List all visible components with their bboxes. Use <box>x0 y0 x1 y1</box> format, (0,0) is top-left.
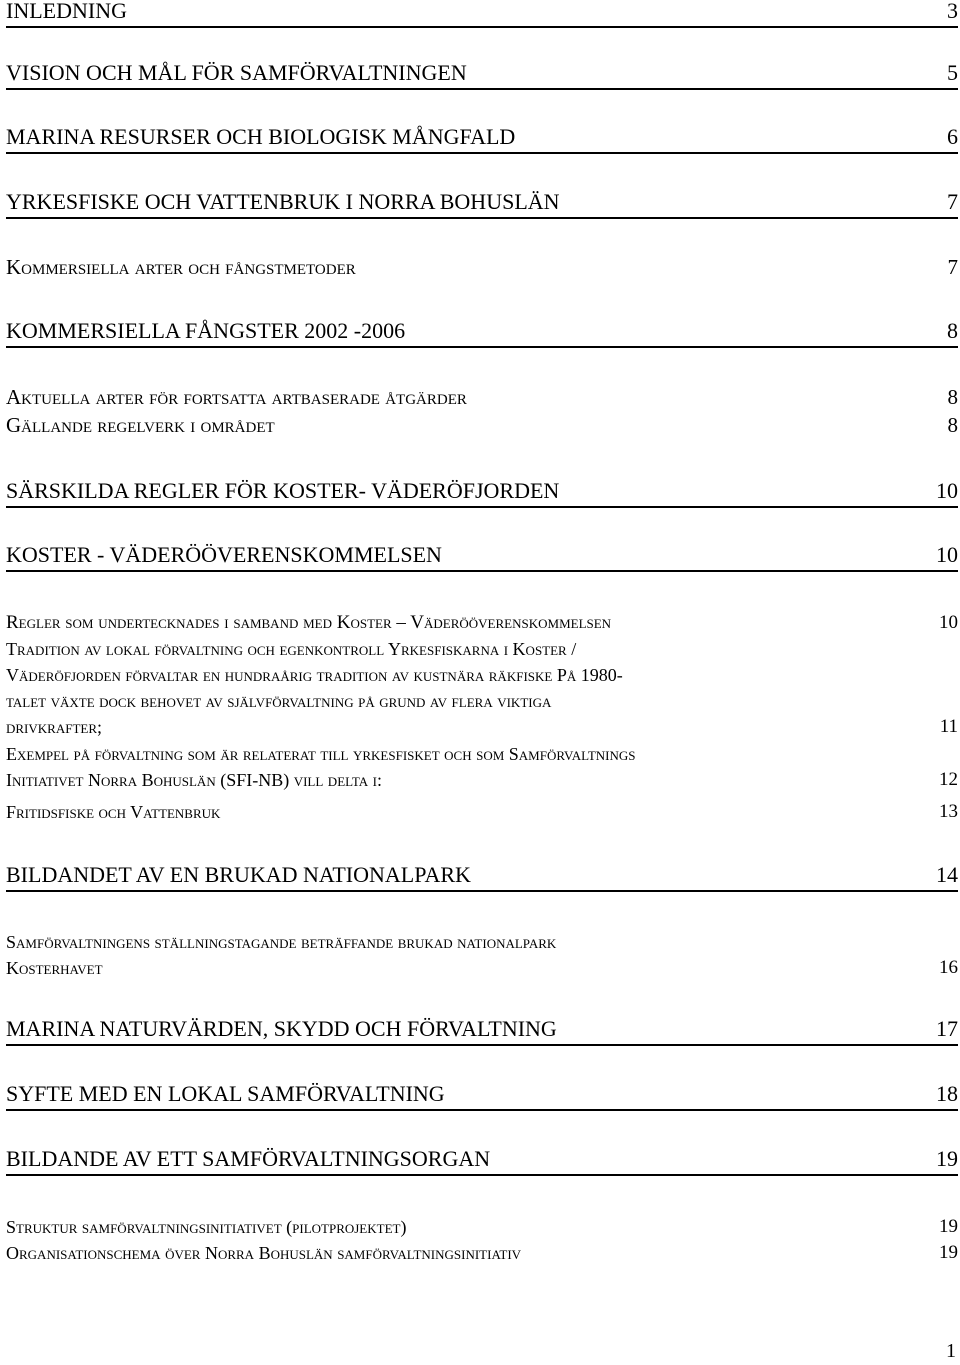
toc-entry-title: SÄRSKILDA REGLER FÖR KOSTER- VÄDERÖFJORDEN <box>6 478 560 503</box>
toc-entry-line: Tradition av lokal förvaltning och egenkontroll Yrkesfiskarna i Koster / <box>6 639 577 659</box>
toc-entry-multiline[interactable] <box>6 929 958 981</box>
toc-entry-line: Väderöfjorden förvaltar en hundraårig tradition av kustnära räkfiske På 1980- <box>6 665 623 685</box>
toc-entry-title: MARINA NATURVÄRDEN, SKYDD OCH FÖRVALTNING <box>6 1016 557 1041</box>
toc-entry[interactable] <box>6 256 958 282</box>
toc-entry-page: 8 <box>947 318 958 343</box>
toc-entry-line-text: Fritidsfiske och Vattenbruk <box>6 802 221 822</box>
toc-entry[interactable] <box>6 386 958 412</box>
toc-entry-page: 16 <box>939 957 958 978</box>
toc-entry-line-text: Struktur samförvaltningsinitiativet (pilotprojektet) <box>6 1217 407 1237</box>
toc-entry-page: 8 <box>947 385 958 409</box>
toc-entry-title: YRKESFISKE OCH VATTENBRUK I NORRA BOHUSLÄN <box>6 189 560 214</box>
toc-entry[interactable] <box>6 126 958 154</box>
toc-entry-title: KOMMERSIELLA FÅNGSTER 2002 -2006 <box>6 318 406 343</box>
toc-entry-line-last <box>6 1214 958 1240</box>
toc-entry[interactable] <box>6 0 958 28</box>
toc-entry-page: 11 <box>939 716 958 737</box>
toc-entry-page: 19 <box>939 1216 958 1237</box>
toc-entry-line-last <box>6 1240 958 1266</box>
toc-entry-page: 5 <box>947 60 958 85</box>
toc-entry[interactable] <box>6 544 958 572</box>
page-number: 1 <box>946 1340 956 1362</box>
toc-entry[interactable] <box>6 1018 958 1046</box>
toc-entry[interactable] <box>6 1083 958 1111</box>
toc-entry-title: Aktuella arter för fortsatta artbaserade åtgärder <box>6 385 467 409</box>
toc-entry-line-last <box>6 767 958 793</box>
toc-entry-line-text: Initiativet Norra Bohuslän (SFI-NB) vill delta i: <box>6 770 383 790</box>
toc-entry-title: Regler som undertecknades i samband med Koster – Väderööverenskommelsen <box>6 612 612 633</box>
toc-entry[interactable] <box>6 610 958 636</box>
toc-entry-page: 19 <box>936 1146 958 1171</box>
toc-entry-title: MARINA RESURSER OCH BIOLOGISK MÅNGFALD <box>6 124 516 149</box>
toc-entry[interactable] <box>6 480 958 508</box>
toc-entry-page: 17 <box>936 1016 958 1041</box>
toc-entry-page: 13 <box>939 801 958 822</box>
toc-entry-page: 6 <box>947 124 958 149</box>
toc-entry-title: BILDANDE AV ETT SAMFÖRVALTNINGSORGAN <box>6 1146 491 1171</box>
toc-entry[interactable] <box>6 191 958 219</box>
toc-entry-line-last <box>6 799 958 825</box>
toc-entry-page: 3 <box>947 0 958 23</box>
toc-entry-page: 8 <box>947 413 958 437</box>
toc-entry-line-text: Organisationschema över Norra Bohuslän samförvaltningsinitiativ <box>6 1243 522 1263</box>
toc-entry-line-last <box>6 714 958 740</box>
toc-entry-page: 12 <box>939 769 958 790</box>
toc-entry-multiline[interactable] <box>6 1214 958 1266</box>
toc-entry-line-text: Kosterhavet <box>6 958 103 978</box>
toc-entry-page: 10 <box>936 478 958 503</box>
toc-entry-page: 10 <box>939 612 958 633</box>
toc-entry-title: Gällande regelverk i området <box>6 413 275 437</box>
toc-entry-line: Samförvaltningens ställningstagande beträffande brukad nationalpark <box>6 932 557 952</box>
toc-entry-title: KOSTER - VÄDERÖÖVERENSKOMMELSEN <box>6 542 442 567</box>
toc-entry-multiline[interactable] <box>6 741 958 793</box>
toc-entry-title: Kommersiella arter och fångstmetoder <box>6 255 356 279</box>
toc-entry-page: 7 <box>947 189 958 214</box>
toc-entry-line: Exempel på förvaltning som är relaterat till yrkesfisket och som Samförvaltnings <box>6 744 636 764</box>
toc-entry[interactable] <box>6 1148 958 1176</box>
toc-entry[interactable] <box>6 62 958 90</box>
toc-entry-line-text: drivkrafter; <box>6 717 103 737</box>
toc-entry-title: SYFTE MED EN LOKAL SAMFÖRVALTNING <box>6 1081 445 1106</box>
toc-entry-page: 18 <box>936 1081 958 1106</box>
toc-entry-title: VISION OCH MÅL FÖR SAMFÖRVALTNINGEN <box>6 60 467 85</box>
toc-entry-page: 14 <box>936 862 958 887</box>
toc-entry-title: INLEDNING <box>6 0 127 23</box>
toc-entry[interactable] <box>6 414 958 440</box>
toc-entry-title: BILDANDET AV EN BRUKAD NATIONALPARK <box>6 862 471 887</box>
toc-entry-line-last <box>6 955 958 981</box>
toc-entry-page: 7 <box>947 255 958 279</box>
toc-entry-line: talet växte dock behovet av självförvaltning på grund av flera viktiga <box>6 691 552 711</box>
toc-entry-page: 10 <box>936 542 958 567</box>
toc-entry[interactable] <box>6 320 958 348</box>
toc-entry-page: 19 <box>939 1242 958 1263</box>
toc-entry-multiline[interactable] <box>6 636 958 740</box>
toc-entry[interactable] <box>6 864 958 892</box>
toc-entry-multiline[interactable] <box>6 799 958 825</box>
